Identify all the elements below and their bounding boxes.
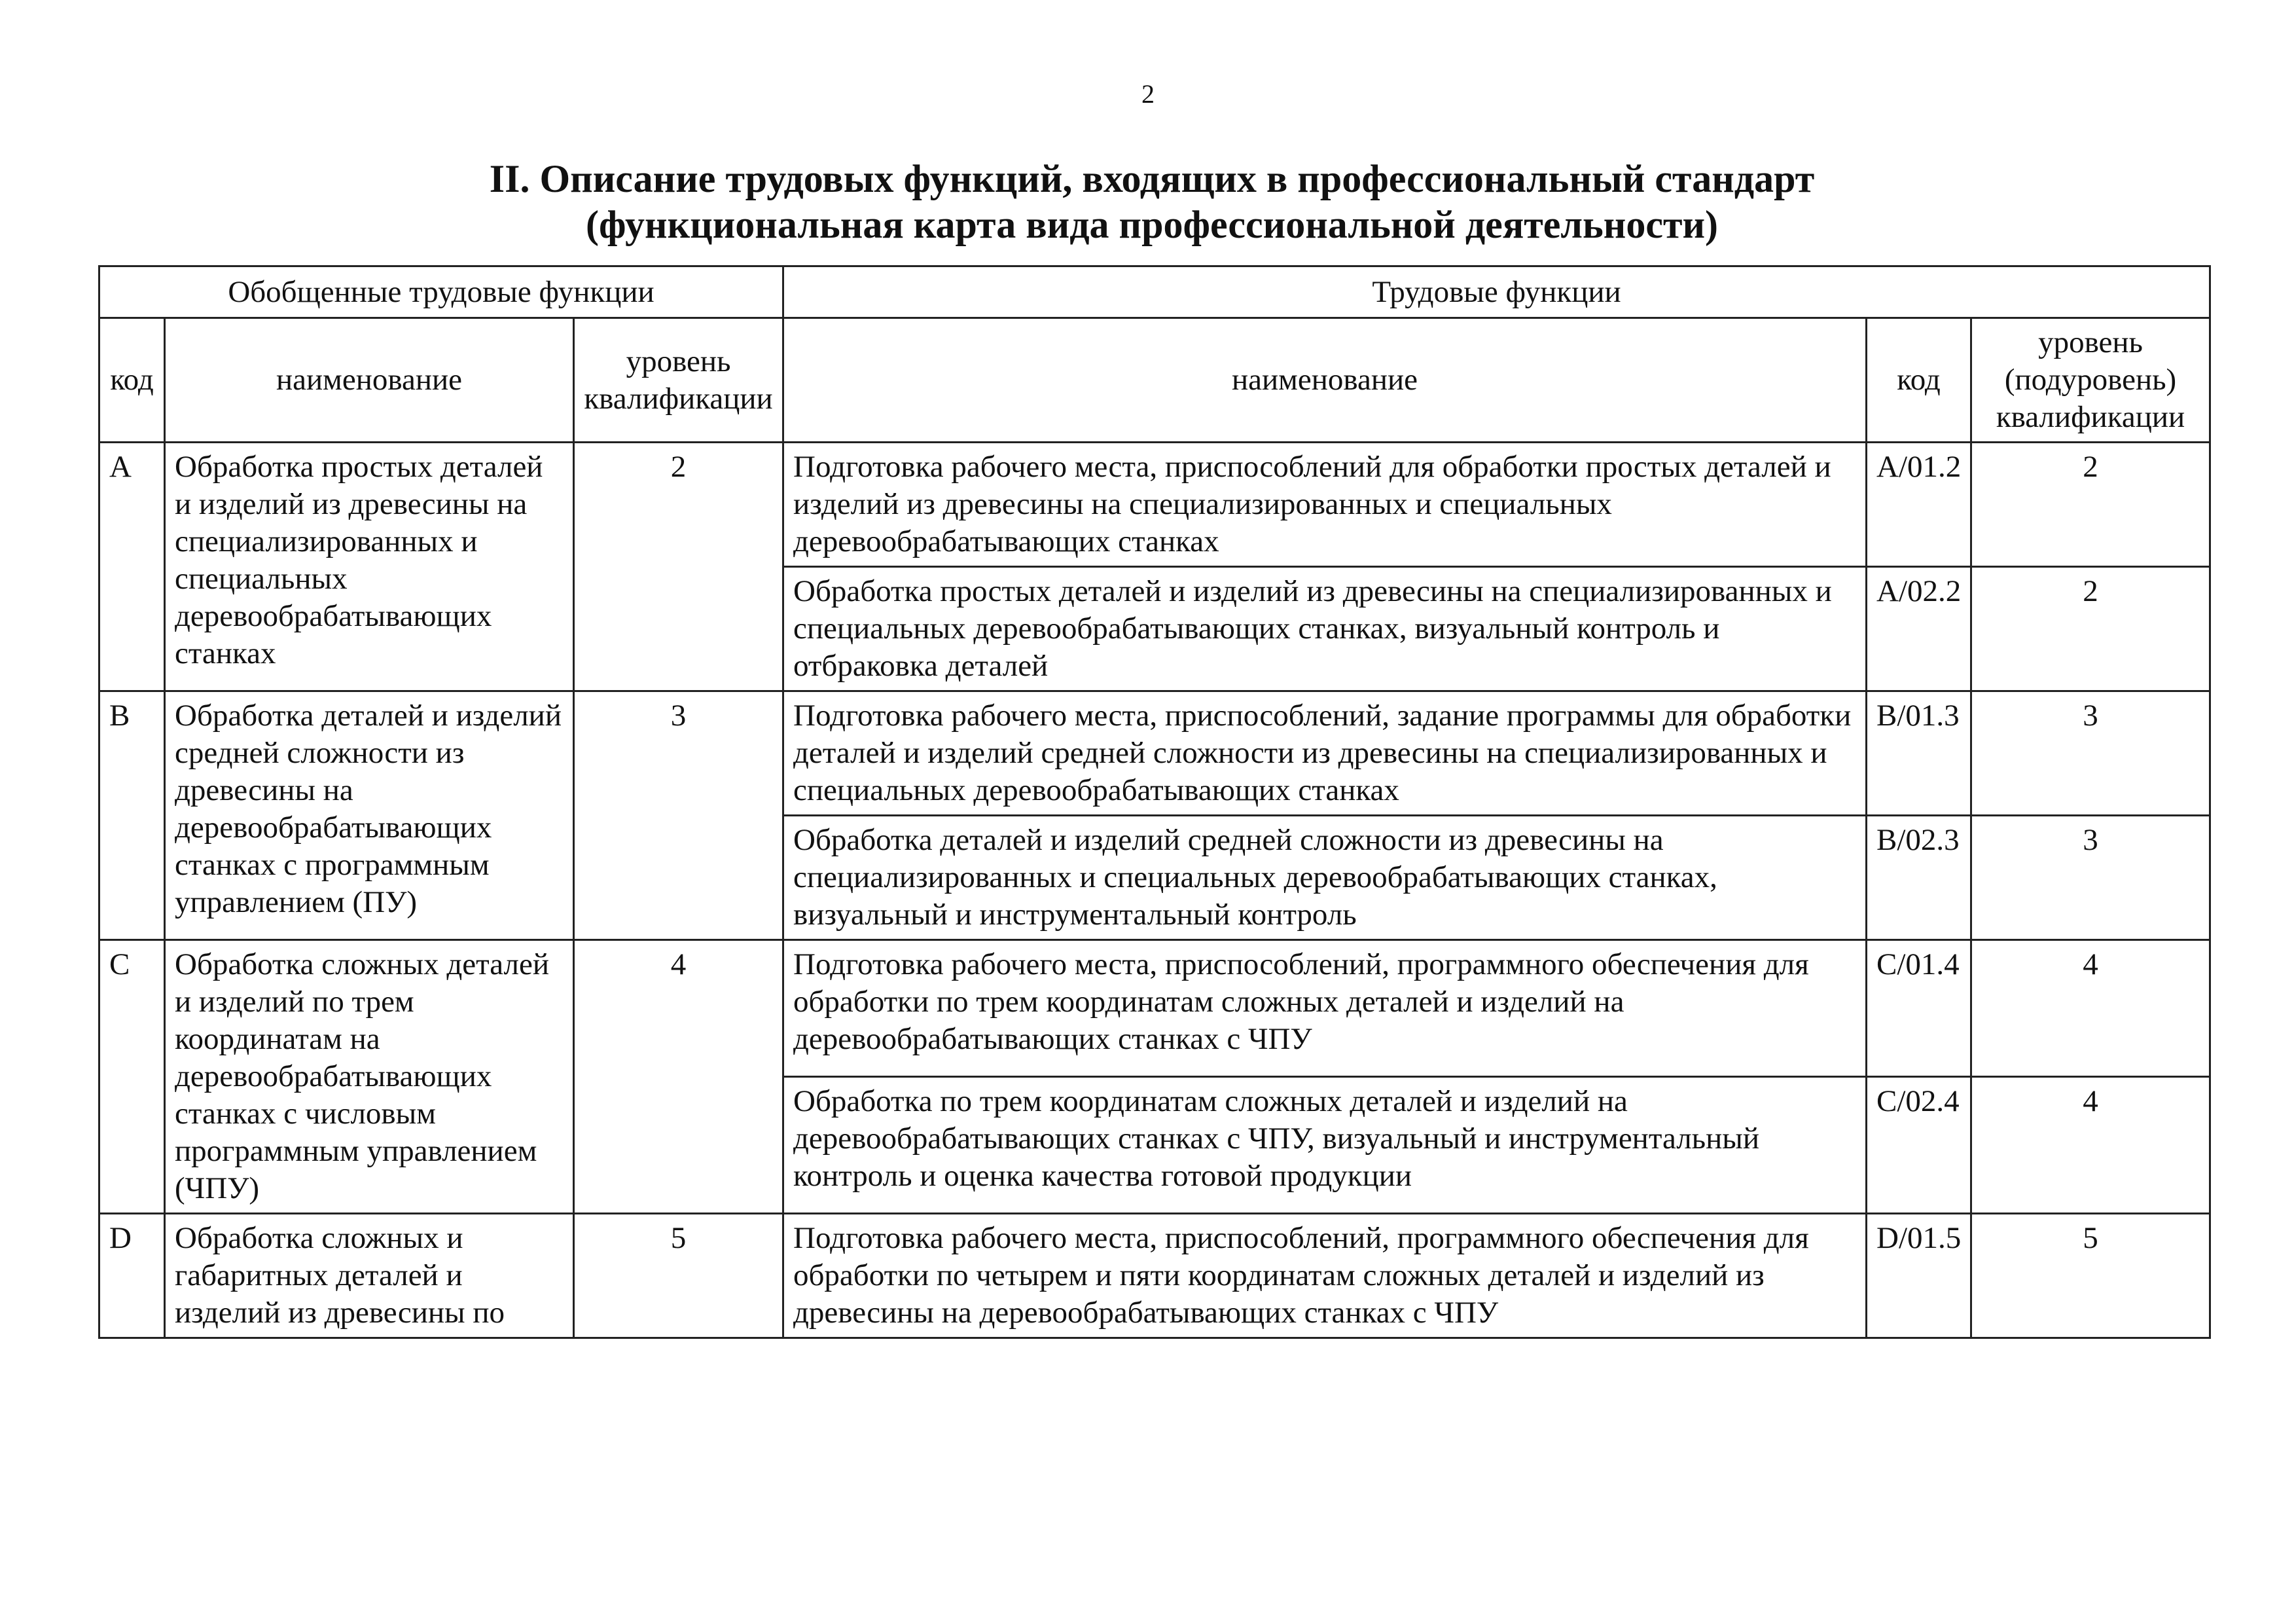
group-name: Обработка простых деталей и изделий из древесины на специализированных и специальных деревообрабатывающих станках (165, 443, 574, 691)
col-level: уровень квалификации (574, 318, 783, 443)
function-code: B/02.3 (1867, 816, 1971, 940)
table-row (99, 1214, 2210, 1338)
col-code: код (99, 318, 165, 443)
table-row (99, 940, 2210, 1077)
function-level: 2 (1971, 567, 2210, 691)
group-level: 5 (574, 1214, 783, 1338)
labor-functions-header: Трудовые функции (783, 266, 2210, 318)
section-title: II. Описание трудовых функций, входящих в профессиональный стандарт (489, 157, 1815, 200)
col-name: наименование (165, 318, 574, 443)
function-level: 4 (1971, 940, 2210, 1077)
function-code: C/01.4 (1867, 940, 1971, 1077)
col-func-code: код (1867, 318, 1971, 443)
section-subtitle: (функциональная карта вида профессиональной деятельности) (585, 203, 1718, 246)
function-level: 2 (1971, 443, 2210, 567)
group-level: 4 (574, 940, 783, 1214)
function-code: C/02.4 (1867, 1077, 1971, 1214)
col-func-level: уровень (подуровень) квалификации (1971, 318, 2210, 443)
group-code: D (99, 1214, 165, 1338)
function-name: Подготовка рабочего места, приспособлений для обработки простых деталей и изделий из древесины на специализированных и специальных деревообрабатывающих станках (783, 443, 1867, 567)
group-code: C (99, 940, 165, 1214)
function-level: 3 (1971, 816, 2210, 940)
generalized-functions-header: Обобщенные трудовые функции (99, 266, 783, 318)
col-func-name: наименование (783, 318, 1867, 443)
group-code: A (99, 443, 165, 691)
functional-map-table (98, 265, 2211, 1339)
function-name: Подготовка рабочего места, приспособлений, программного обеспечения для обработки по четырем и пяти координатам сложных деталей и изделий из древесины на деревообрабатывающих станках с ЧПУ (783, 1214, 1867, 1338)
function-level: 4 (1971, 1077, 2210, 1214)
group-level: 2 (574, 443, 783, 691)
function-name: Обработка простых деталей и изделий из древесины на специализированных и специальных деревообрабатывающих станках, визуальный контроль и отбраковка деталей (783, 567, 1867, 691)
function-level: 5 (1971, 1214, 2210, 1338)
group-code: B (99, 691, 165, 940)
group-level: 3 (574, 691, 783, 940)
group-name: Обработка сложных деталей и изделий по трем координатам на деревообрабатывающих станках с числовым программным управлением (ЧПУ) (165, 940, 574, 1214)
function-name: Подготовка рабочего места, приспособлений, задание программы для обработки деталей и изделий средней сложности из древесины на специализированных и специальных деревообрабатывающих станках (783, 691, 1867, 816)
function-name: Обработка деталей и изделий средней сложности из древесины на специализированных и специальных деревообрабатывающих станках, визуальный и инструментальный контроль (783, 816, 1867, 940)
table-row (99, 443, 2210, 567)
table-row (99, 691, 2210, 816)
group-name: Обработка сложных и габаритных деталей и изделий из древесины по (165, 1214, 574, 1338)
function-code: A/02.2 (1867, 567, 1971, 691)
function-name: Подготовка рабочего места, приспособлений, программного обеспечения для обработки по трем координатам сложных деталей и изделий на деревообрабатывающих станках с ЧПУ (783, 940, 1867, 1077)
function-code: B/01.3 (1867, 691, 1971, 816)
function-code: A/01.2 (1867, 443, 1971, 567)
function-level: 3 (1971, 691, 2210, 816)
function-name: Обработка по трем координатам сложных деталей и изделий на деревообрабатывающих станках с ЧПУ, визуальный и инструментальный контроль и оценка качества готовой продукции (783, 1077, 1867, 1214)
page-number: 2 (1141, 79, 1155, 109)
group-name: Обработка деталей и изделий средней сложности из древесины на деревообрабатывающих станках с программным управлением (ПУ) (165, 691, 574, 940)
function-code: D/01.5 (1867, 1214, 1971, 1338)
